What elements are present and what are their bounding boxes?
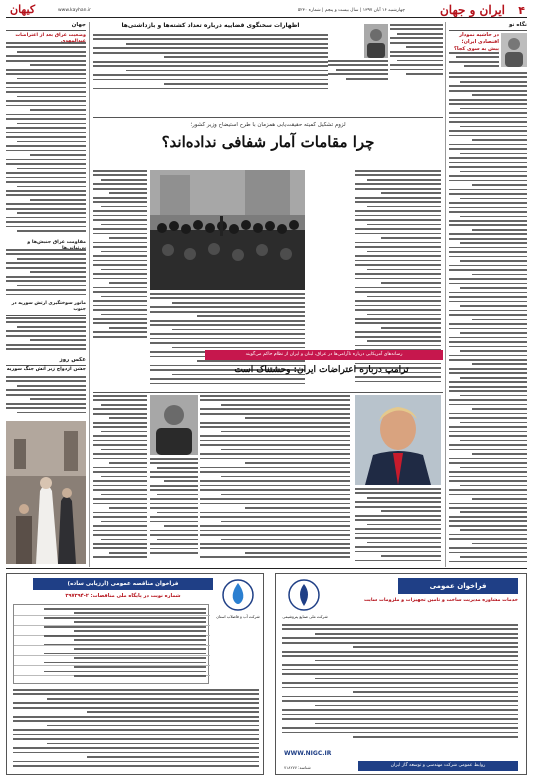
right-column-label: نگاه نو [508, 22, 527, 28]
top-story-body-right-2 [328, 60, 388, 84]
left-ad-company: شرکت آب و فاضلاب استان [216, 614, 260, 619]
left-ad-subtitle: شماره نوبت در پایگاه ملی مناقصات: ۲-۳۹۷۳۹۴ [65, 593, 181, 599]
left-story3-title: مانور سوختگیری ارتش سوریه در جنوب [11, 301, 86, 312]
trump-story-headline: ترامپ درباره اعتراضات ایران: وحشتناک است [234, 365, 409, 375]
right-ad-title: فراخوان عمومی [398, 578, 518, 594]
right-ad-body [282, 624, 518, 744]
left-column [6, 22, 86, 312]
wedding-photo-image [6, 421, 86, 564]
pompeo-image [150, 395, 198, 455]
trump-image [355, 395, 441, 485]
trump-story-body-a [200, 395, 350, 565]
photo-of-day [6, 315, 86, 565]
flame-logo-icon [284, 578, 324, 612]
left-story2-title: مقاومت عراق جنبش‌ها و [27, 240, 86, 245]
trump-photo [355, 395, 441, 485]
left-story1-title: وضعیت عراق بعد از اعتراضات [15, 33, 86, 38]
left-ad [6, 573, 264, 775]
page-header [6, 4, 527, 18]
main-story-kicker: لزوم تشکیل کمیته حقیقت‌یابی همزمان با طرح استیضاح وزیر کشور؛ [190, 122, 346, 128]
ads-area [6, 568, 527, 778]
main-story-headline: چرا مقامات آمار شفافی نداده‌اند؟ [161, 133, 375, 151]
person-image-icon [501, 33, 527, 67]
right-column-body-2 [449, 72, 527, 567]
left-ad-logo [219, 578, 257, 612]
left-story1-body [6, 42, 86, 237]
top-story-body [93, 34, 328, 94]
photo-caption-body [6, 376, 86, 418]
photo-caption: جشن ازدواج زیر آتش جنگ سوریه [6, 367, 86, 372]
trump-story-body-b [355, 488, 441, 565]
spokesperson-photo [364, 24, 388, 58]
photo-of-day-label: عکس روز [59, 357, 86, 363]
right-ad-subtitle: خدمات مشاوره مدیریت ساخت و تامین تجهیزات و ملزومات سایت [363, 598, 518, 603]
protest-photo-image [150, 170, 305, 290]
top-story-body-right [390, 24, 443, 84]
left-story2-body [6, 249, 86, 299]
top-story-headline: اظهارات سخنگوی قضاییه درباره تعداد کشته‌ها و بازداشتی‌ها [121, 22, 300, 29]
left-ad-title: فراخوان مناقصه عمومی (ارزیابی ساده) [33, 578, 213, 590]
right-ad-code: شناسه: ۷۱۸۲۷۷ [284, 765, 311, 770]
right-ad-website[interactable]: WWW.NIGC.IR [284, 750, 332, 757]
wedding-photo [6, 421, 86, 564]
right-column [449, 22, 527, 567]
right-ad-company: شرکت ملی صنایع پتروشیمی [282, 614, 328, 619]
newspaper-logo: کیهان [10, 3, 36, 16]
section-title: ایران و جهان [439, 3, 505, 17]
right-column-headline: در حاشیه نمودار اقتصادی ایران؛ پیش به سوی کجا؟ [453, 32, 499, 52]
protest-photo [150, 170, 305, 290]
water-drop-logo-icon [219, 578, 257, 612]
right-ad-logo [284, 578, 324, 612]
page-number: ۴ [518, 4, 525, 17]
columnist-photo [501, 33, 527, 67]
trump-story-body-d [150, 458, 198, 565]
left-story3-body [6, 317, 86, 354]
issue-line: چهارشنبه ۱۶ آبان ۱۳۹۷ | سال بیست و پنجم | شماره ۵۲۳۰ [297, 8, 405, 13]
trump-story-body-c [93, 395, 147, 565]
pompeo-photo [150, 395, 198, 455]
site-url: www.kayhan.ir [58, 8, 91, 13]
right-ad-footer: روابط عمومی شرکت مهندسی و توسعه گاز ایران [358, 761, 518, 771]
main-story-col-b [93, 170, 147, 350]
right-column-body [449, 52, 499, 72]
left-ad-body [13, 689, 259, 771]
spokesperson-image [364, 24, 388, 58]
left-column-label: جهان [71, 22, 86, 28]
top-story [93, 22, 443, 117]
trump-story-kicker: رسانه‌های آمریکایی درباره ناآرامی‌ها در عراق، لبنان و ایران از نظام حاکم می‌گویند [205, 350, 443, 360]
left-ad-table [13, 604, 209, 684]
right-ad [275, 573, 527, 775]
